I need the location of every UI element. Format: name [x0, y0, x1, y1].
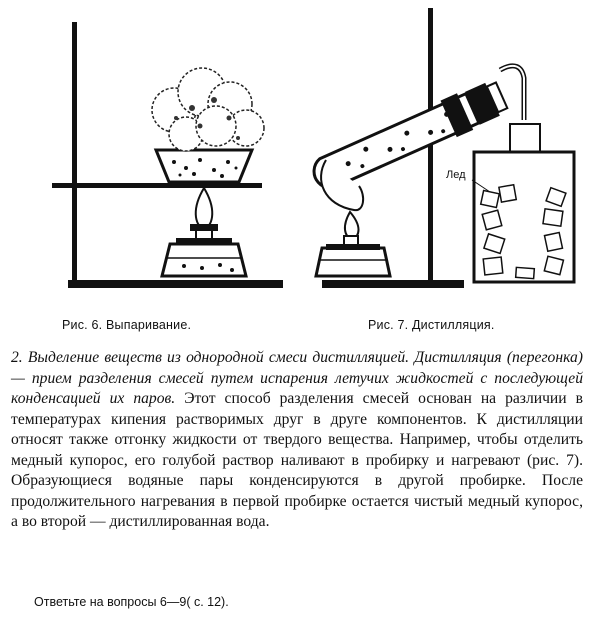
figure-distillation — [304, 0, 586, 312]
definition: Дистилляция (перегонка) — прием разделения смесей путем испарения летучих жидкостей с последующей конденсацией их паров. — [11, 349, 583, 407]
questions-note: Ответьте на вопросы 6—9( с. 12). — [34, 595, 229, 609]
body-text: Этот способ разделения смесей основан на различии в температурах кипения растворимых друг в друге компонентов. К дистилляции относят также отгонку жидкости от твердого вещества. Например, чтобы отделить медный купорос, его голубой раствор наливают в пробирку и нагревают (рис. 7). Образующиеся водяные пары конденсируются в другой пробирке. После продолжительного нагревания в первой пробирке остается чистый медный купорос, а во второй — дистиллированная вода. — [11, 390, 583, 530]
figure-6-caption: Рис. 6. Выпаривание. — [62, 318, 192, 332]
section-heading: 2. Выделение веществ из однородной смеси дистилляцией. — [11, 349, 410, 366]
ice-label: Лед — [446, 169, 466, 181]
section-text — [11, 348, 583, 533]
figure-evaporation — [24, 0, 288, 312]
figure-7-caption: Рис. 7. Дистилляция. — [368, 318, 495, 332]
